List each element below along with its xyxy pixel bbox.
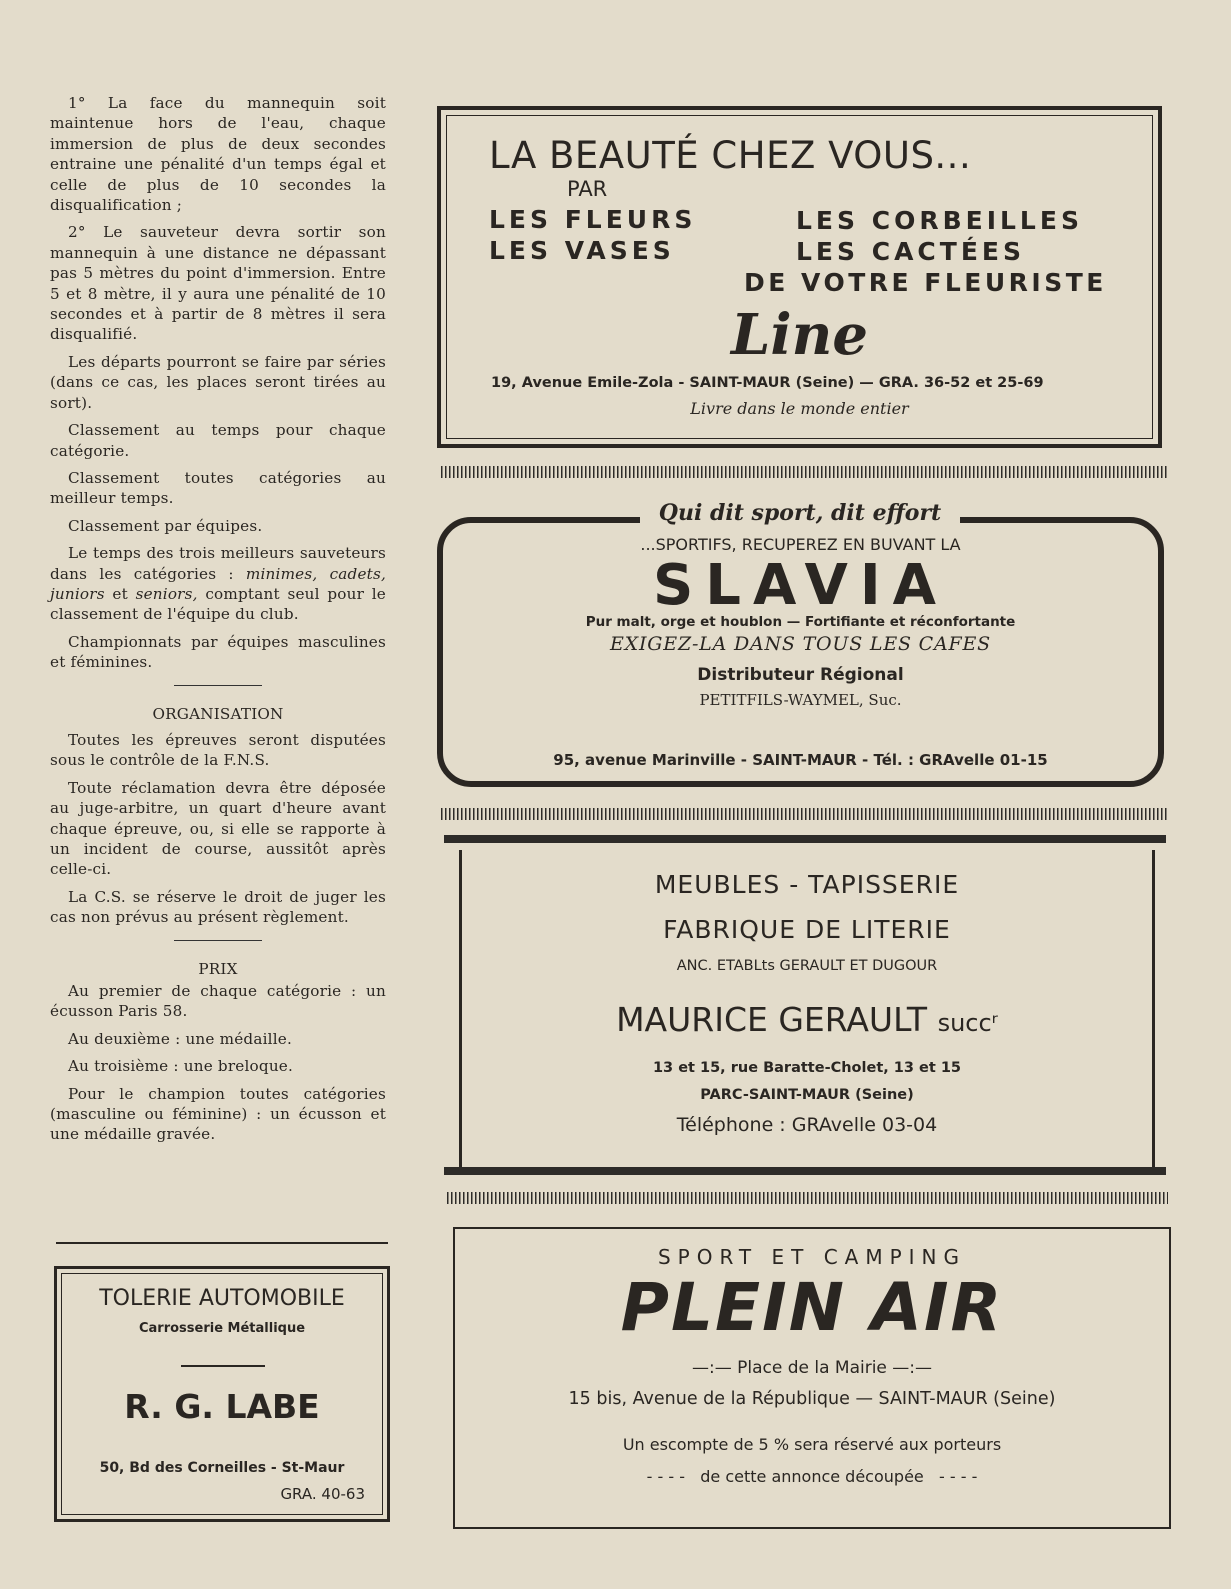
ad-line-brand: Line bbox=[731, 302, 868, 368]
prix-paragraph: Au troisième : une breloque. bbox=[68, 1057, 294, 1076]
ad-meubles-address1: 13 et 15, rue Baratte-Cholet, 13 et 15 bbox=[652, 1060, 962, 1076]
team-text-before: Le temps des trois meilleurs sauveteurs dans les catégories : bbox=[50, 544, 386, 583]
separator-bar bbox=[447, 1192, 1168, 1204]
ad-labe-title: TOLERIE AUTOMOBILE bbox=[99, 1286, 345, 1311]
ad-meubles-line2: FABRIQUE DE LITERIE bbox=[663, 915, 951, 944]
organisation-paragraph: Toute réclamation devra être déposée au juge-arbitre, un quart d'heure avant chaque épreuve, ou, si elle se rapporte à un incident de course, aussitôt après celle-ci. bbox=[50, 778, 386, 879]
separator-thick-bar bbox=[444, 1167, 1166, 1175]
ad-tolerie-labe bbox=[54, 1266, 390, 1522]
column-divider bbox=[56, 1242, 388, 1244]
ad-line-corbeilles: LES CORBEILLES bbox=[796, 206, 1083, 235]
ad-line-fleuriste bbox=[437, 106, 1162, 448]
ad-plein-air bbox=[453, 1227, 1171, 1529]
separator-bar bbox=[441, 466, 1167, 478]
ad-slavia bbox=[437, 517, 1164, 787]
ad-labe-divider bbox=[181, 1365, 265, 1367]
prix-paragraph: Au premier de chaque catégorie : un écusson Paris 58. bbox=[50, 982, 386, 1021]
ad-line-cactees: LES CACTÉES bbox=[796, 237, 1025, 266]
ad-pleinair-place: —:— Place de la Mairie —:— bbox=[691, 1358, 933, 1378]
section-divider bbox=[174, 940, 262, 941]
organisation-paragraph: La C.S. se réserve le droit de juger les cas non prévus au présent règlement. bbox=[50, 887, 386, 927]
rule-paragraph: Classement par équipes. bbox=[68, 516, 263, 535]
ad-slavia-brand: SLAVIA bbox=[652, 553, 949, 618]
ad-slavia-address: 95, avenue Marinville - SAINT-MAUR - Tél. : GRAvelle 01-15 bbox=[553, 751, 1048, 769]
ad-slavia-slogan-text: Qui dit sport, dit effort bbox=[658, 500, 942, 526]
ad-slavia-distrib: Distributeur Régional bbox=[697, 665, 904, 685]
ad-slavia-distrib-name: PETITFILS-WAYMEL, Suc. bbox=[699, 691, 902, 709]
ad-line-headline: LA BEAUTÉ CHEZ VOUS... bbox=[489, 134, 972, 177]
ad-pleinair-address: 15 bis, Avenue de la République — SAINT-MAUR (Seine) bbox=[568, 1389, 1056, 1409]
ad-meubles-succ: succʳ bbox=[937, 1009, 998, 1037]
ad-slavia-sub: ...SPORTIFS, RECUPEREZ EN BUVANT LA bbox=[640, 535, 961, 554]
separator-bar bbox=[441, 808, 1167, 820]
article-column bbox=[50, 93, 386, 1152]
ad-line-par: PAR bbox=[567, 177, 608, 201]
ad-labe-phone: GRA. 40-63 bbox=[280, 1485, 365, 1503]
category-minimes: minimes, bbox=[245, 564, 318, 583]
organisation-paragraph: Toutes les épreuves seront disputées sous le contrôle de la F.N.S. bbox=[50, 730, 386, 770]
ad-meubles-line3: ANC. ETABLts GERAULT ET DUGOUR bbox=[676, 958, 938, 974]
ad-meubles-address2: PARC-SAINT-MAUR (Seine) bbox=[700, 1087, 914, 1103]
category-cadets: cadets, bbox=[329, 564, 386, 583]
team-paragraph bbox=[50, 543, 386, 625]
ad-labe-address: 50, Bd des Corneilles - St-Maur bbox=[99, 1460, 345, 1476]
championnats-paragraph: Championnats par équipes masculines et féminines. bbox=[50, 632, 386, 672]
ad-meubles-phone: Téléphone : GRAvelle 03-04 bbox=[676, 1114, 938, 1136]
ad-meubles-tapisserie bbox=[459, 850, 1155, 1168]
rule-paragraph: Les départs pourront se faire par séries (dans ce cas, les places seront tirées au sort). bbox=[50, 352, 386, 412]
separator-thick-bar bbox=[444, 835, 1166, 843]
ad-meubles-line1: MEUBLES - TAPISSERIE bbox=[654, 870, 960, 899]
ad-pleinair-escompte2: - - - - de cette annonce découpée - - - - bbox=[646, 1467, 978, 1486]
ad-line-vases: LES VASES bbox=[489, 236, 675, 265]
ad-line-fleuriste: DE VOTRE FLEURISTE bbox=[744, 268, 1107, 297]
organisation-heading: ORGANISATION bbox=[152, 704, 284, 723]
ad-meubles-name: MAURICE GERAULT bbox=[616, 1000, 928, 1039]
rule-paragraph: 2° Le sauveteur devra sortir son mannequin à une distance ne dépassant pas 5 mètres du point d'immersion. Entre 5 et 8 mètre, il y aura une pénalité de 10 secondes et à partir de 8 mètres il sera disqualifié. bbox=[50, 223, 386, 344]
ad-line-fleurs: LES FLEURS bbox=[489, 205, 697, 234]
rule-paragraph: Classement au temps pour chaque catégorie. bbox=[50, 421, 386, 460]
ad-labe-name: R. G. LABE bbox=[124, 1387, 320, 1426]
section-divider bbox=[174, 685, 262, 686]
rule-paragraph: Classement toutes catégories au meilleur temps. bbox=[50, 468, 386, 508]
ad-pleinair-top: SPORT ET CAMPING bbox=[657, 1245, 967, 1269]
category-seniors: seniors, bbox=[135, 584, 198, 603]
team-text-et: et bbox=[112, 584, 128, 603]
category-juniors: juniors bbox=[50, 584, 105, 603]
prix-paragraph: Pour le champion toutes catégories (masculine ou féminine) : un écusson et une médaille gravée. bbox=[50, 1084, 386, 1144]
ad-labe-sub: Carrosserie Métallique bbox=[138, 1321, 306, 1336]
ad-meubles-name-row bbox=[462, 1000, 1152, 1039]
ad-slavia-exigez: EXIGEZ-LA DANS TOUS LES CAFES bbox=[610, 633, 991, 655]
ad-pleinair-brand: PLEIN AIR bbox=[620, 1269, 1004, 1346]
team-text-after: comptant seul pour le classement de l'équipe du club. bbox=[50, 584, 386, 624]
rule-paragraph: 1° La face du mannequin soit maintenue hors de l'eau, chaque immersion de plus de deux secondes entraine une pénalité d'un temps égal et celle de plus de 10 secondes la disqualification ; bbox=[50, 94, 386, 215]
ad-line-address: 19, Avenue Emile-Zola - SAINT-MAUR (Seine) — GRA. 36-52 et 25-69 bbox=[491, 375, 1044, 391]
prix-heading: PRIX bbox=[198, 959, 238, 978]
ad-line-tagline: Livre dans le monde entier bbox=[690, 399, 909, 418]
ad-slavia-desc: Pur malt, orge et houblon — Fortifiante et réconfortante bbox=[585, 614, 1016, 630]
ad-pleinair-escompte1: Un escompte de 5 % sera réservé aux porteurs bbox=[622, 1435, 1002, 1454]
prix-paragraph: Au deuxième : une médaille. bbox=[68, 1029, 292, 1048]
